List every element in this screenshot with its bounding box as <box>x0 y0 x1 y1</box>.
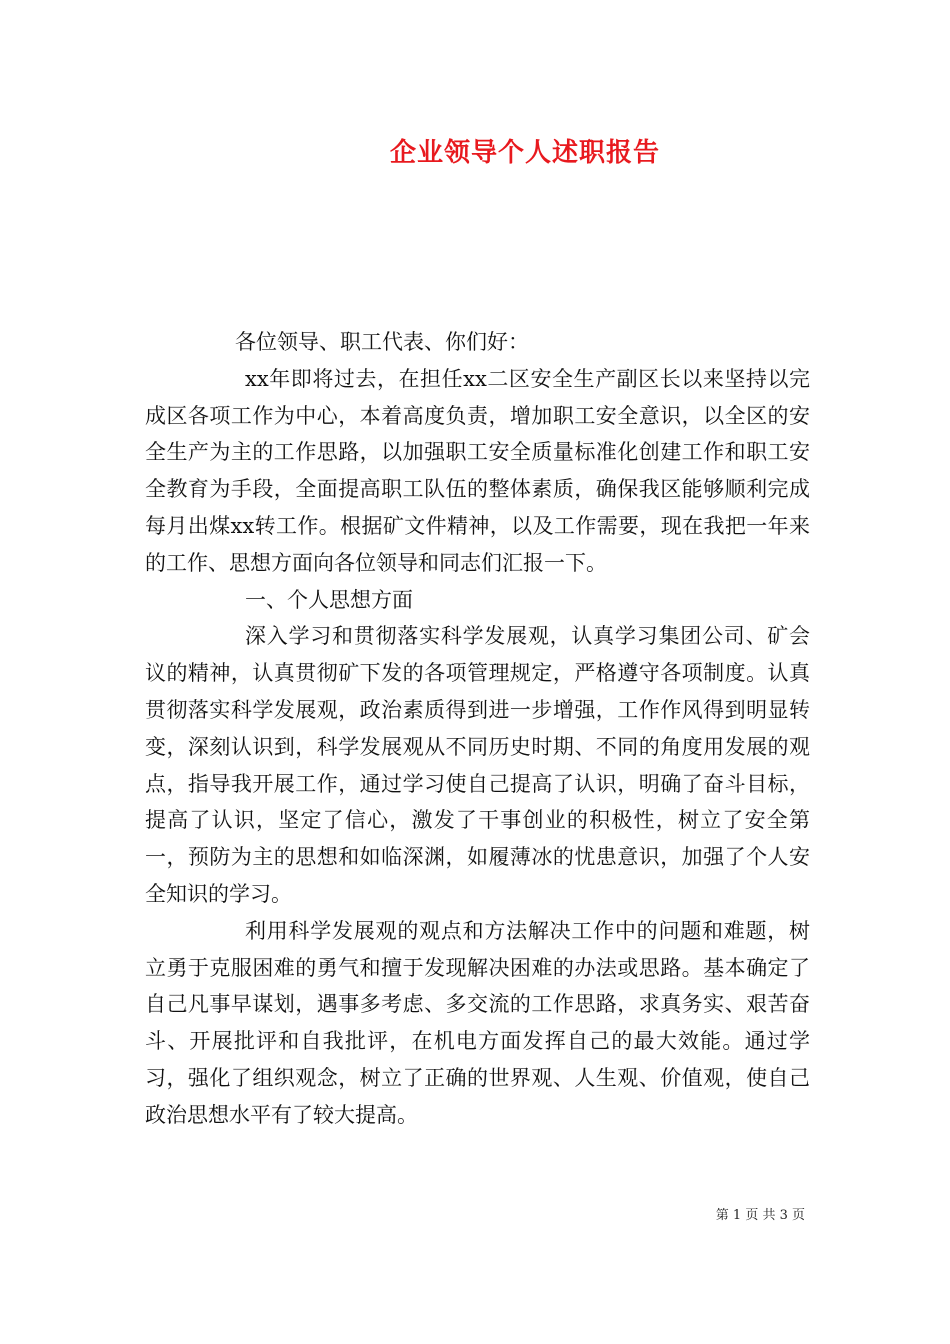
intro-paragraph: xx年即将过去，在担任xx二区安全生产副区长以来坚持以完成区各项工作为中心，本着高度负责，增加职工安全意识，以全区的安全生产为主的工作思路，以加强职工安全质量标准化创建工作和职工安全教育为手段，全面提高职工队伍的整体素质，确保我区能够顺利完成每月出煤xx转工作。根据矿文件精神，以及工作需要，现在我把一年来的工作、思想方面向各位领导和同志们汇报一下。 <box>145 366 810 575</box>
section-heading: 一、个人思想方面 <box>245 587 413 612</box>
page-number-footer: 第 1 页 共 3 页 <box>715 1208 805 1223</box>
document-body <box>145 324 810 1134</box>
body-paragraph-1: 深入学习和贯彻落实科学发展观，认真学习集团公司、矿会议的精神，认真贯彻矿下发的各项管理规定，严格遵守各项制度。认真贯彻落实科学发展观，政治素质得到进一步增强，工作作风得到明显转变，深刻认识到，科学发展观从不同历史时期、不同的角度用发展的观点，指导我开展工作，通过学习使自己提高了认识，明确了奋斗目标，提高了认识，坚定了信心，激发了干事创业的积极性，树立了安全第一，预防为主的思想和如临深渊，如履薄冰的忧患意识，加强了个人安全知识的学习。 <box>145 624 810 906</box>
greeting-paragraph: 各位领导、职工代表、你们好： <box>235 330 529 354</box>
body-paragraph-2: 利用科学发展观的观点和方法解决工作中的问题和难题，树立勇于克服困难的勇气和擅于发现解决困难的办法或思路。基本确定了自己凡事早谋划，遇事多考虑、多交流的工作思路，求真务实、艰苦奋斗、开展批评和自我批评，在机电方面发挥自己的最大效能。通过学习，强化了组织观念，树立了正确的世界观、人生观、价值观，使自己政治思想水平有了较大提高。 <box>145 918 810 1127</box>
document-title: 企业领导个人述职报告 <box>389 138 660 168</box>
